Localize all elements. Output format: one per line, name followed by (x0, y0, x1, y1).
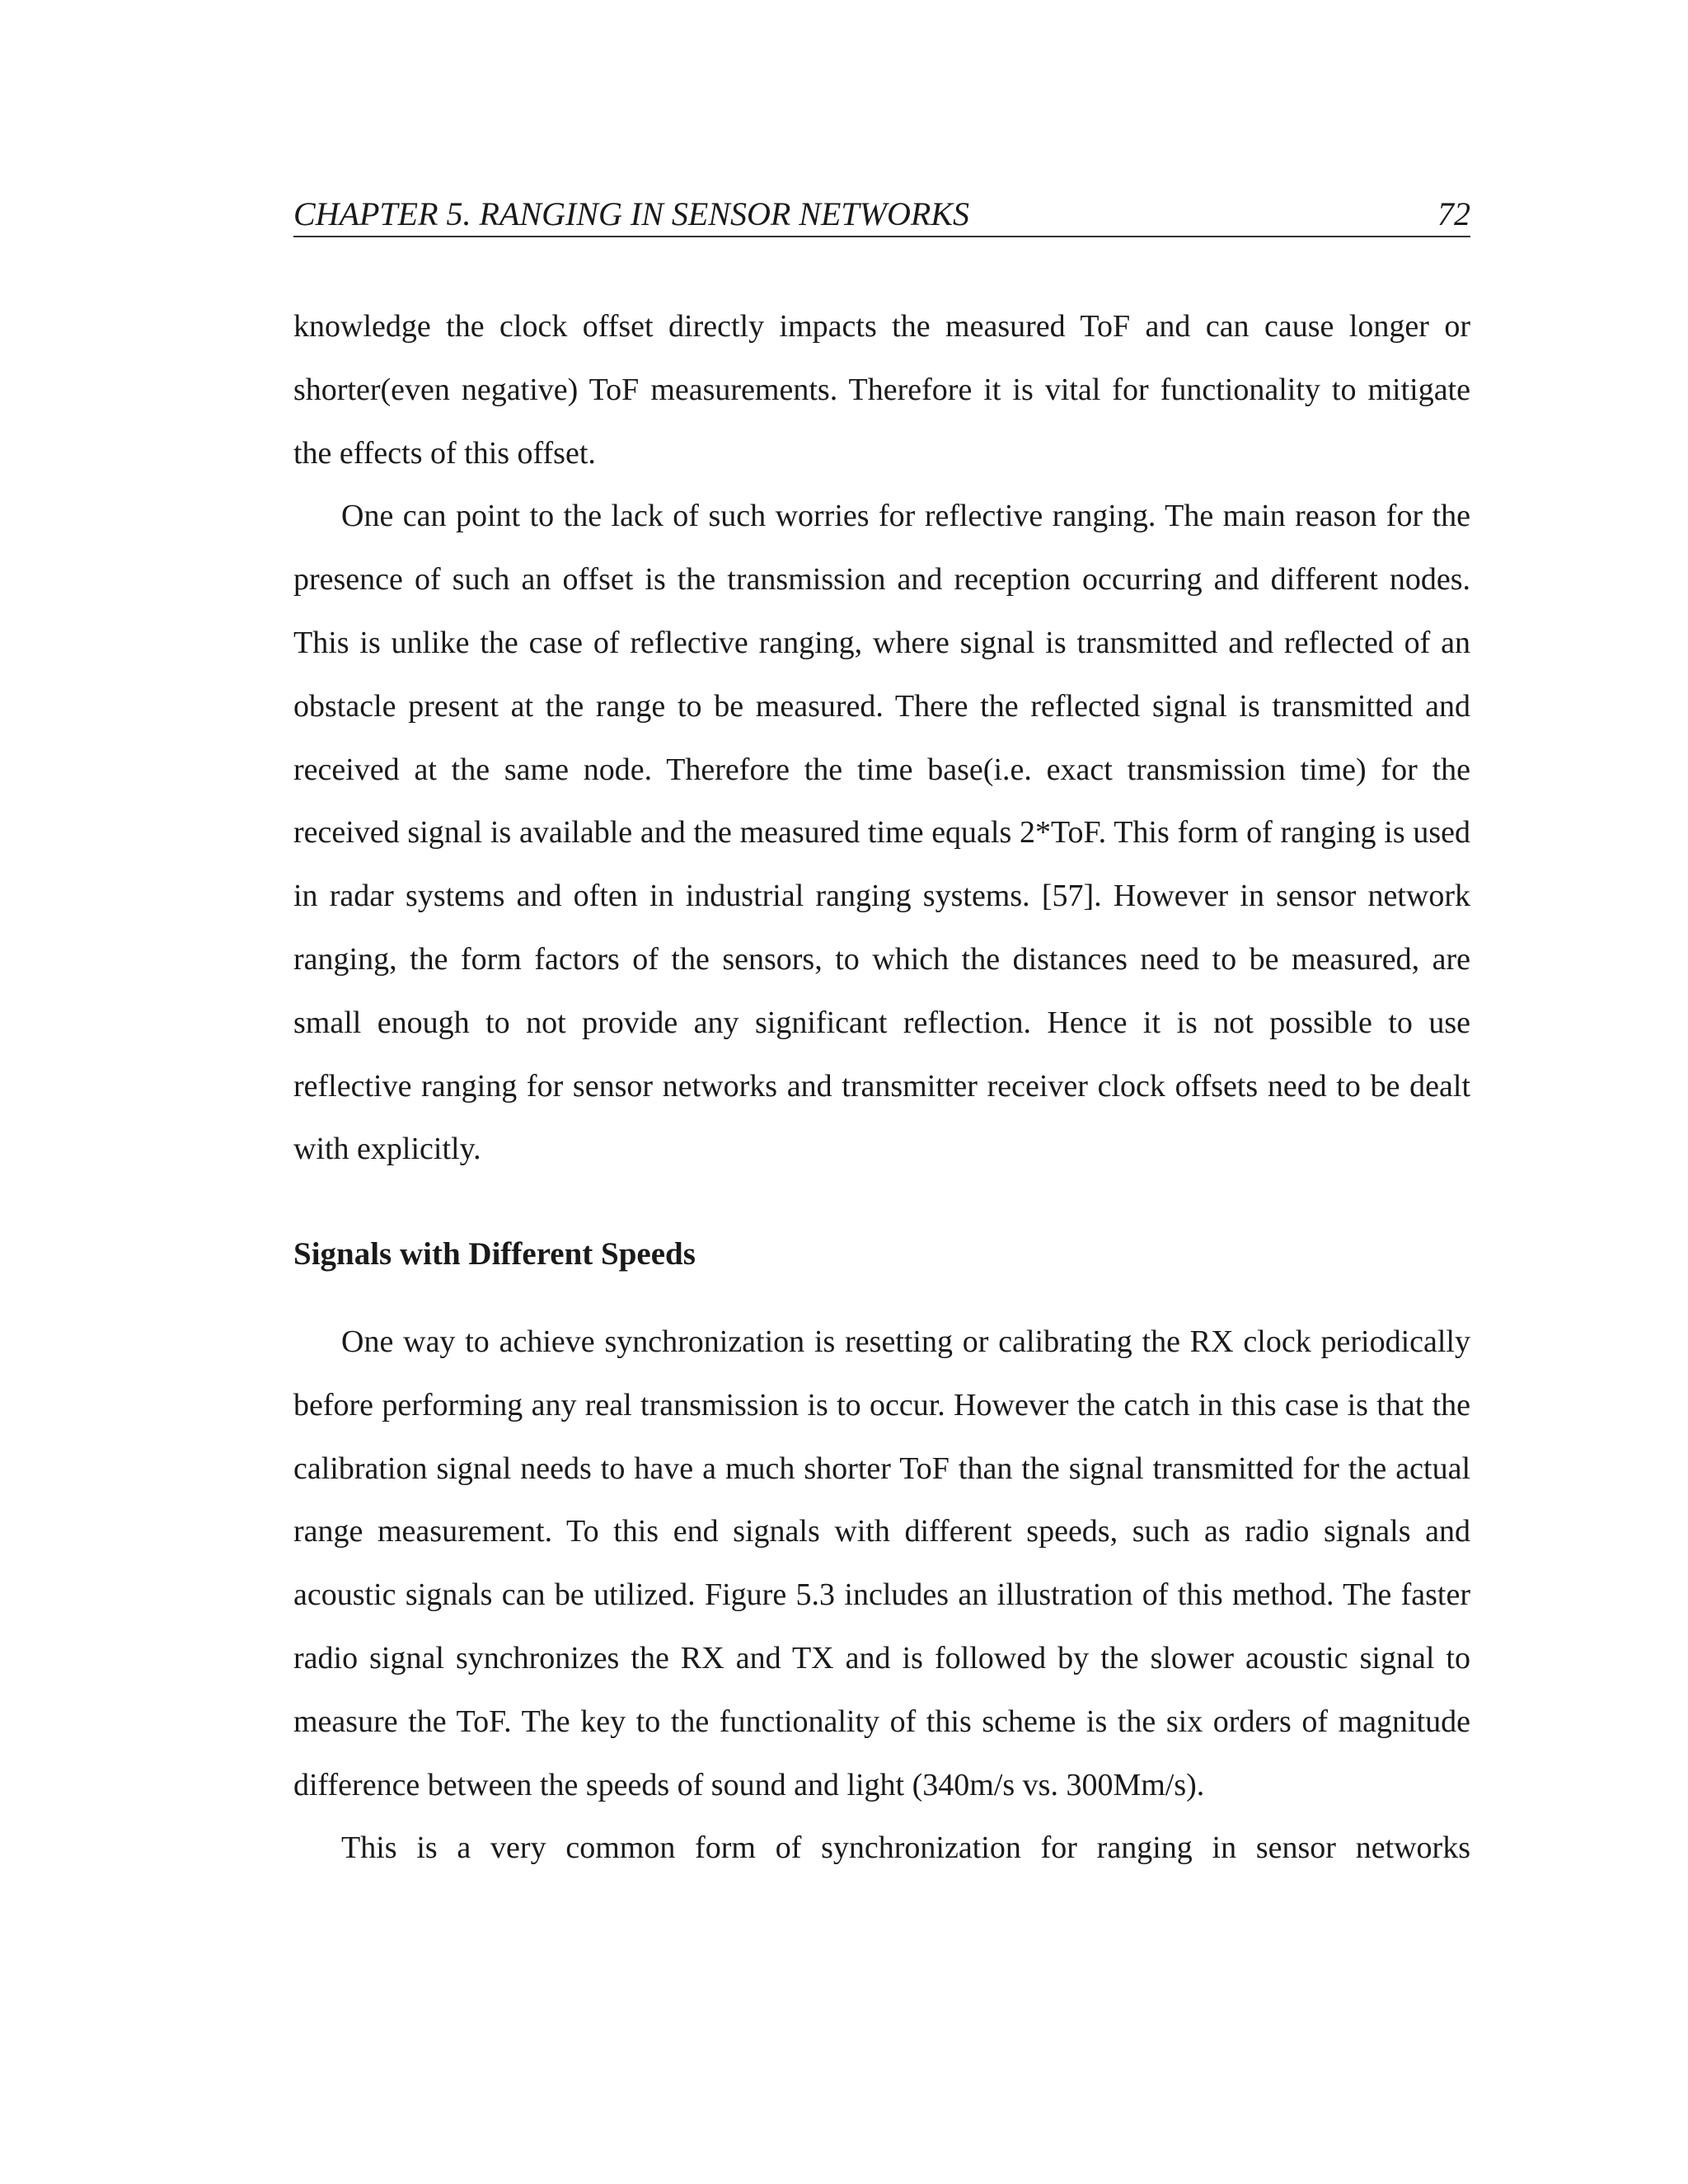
paragraph-continued: knowledge the clock offset directly impacts the measured ToF and can cause longer or shorter(even negative) ToF measurements. Therefore it is vital for functionality to mitigate the effects of this offset. (293, 309, 1470, 471)
chapter-title: CHAPTER 5. RANGING IN SENSOR NETWORKS (293, 195, 969, 232)
page-number: 72 (1437, 195, 1470, 232)
body-text-section (293, 1310, 1470, 1880)
paragraph-reflective-ranging: One can point to the lack of such worries for reflective ranging. The main reason for the presence of such an offset is the transmission and reception occurring and different nodes. This is unlike the case of reflective ranging, where signal is transmitted and reflected of an obstacle present at the range to be measured. There the reflected signal is transmitted and received at the same node. Therefore the time base(i.e. exact transmission time) for the received signal is available and the measured time equals 2*ToF. This form of ranging is used in radar systems and often in industrial ranging systems. [57]. However in sensor network ranging, the form factors of the sensors, to which the distances need to be measured, are small enough to not provide any significant reflection. Hence it is not possible to use reflective ranging for sensor networks and transmitter receiver clock offsets need to be dealt with explicitly. (293, 499, 1470, 1167)
document-page (293, 0, 1470, 2184)
section-heading: Signals with Different Speeds (293, 1236, 696, 1272)
body-text-top (293, 295, 1470, 1181)
running-header (293, 190, 1470, 237)
paragraph-common-form: This is a very common form of synchronization for ranging in sensor networks (341, 1830, 1470, 1866)
paragraph-synchronization: One way to achieve synchronization is resetting or calibrating the RX clock periodically before performing any real transmission is to occur. However the catch in this case is that the calibration signal needs to have a much shorter ToF than the signal transmitted for the actual range measurement. To this end signals with different speeds, such as radio signals and acoustic signals can be utilized. Figure 5.3 includes an illustration of this method. The faster radio signal synchronizes the RX and TX and is followed by the slower acoustic signal to measure the ToF. The key to the functionality of this scheme is the six orders of magnitude difference between the speeds of sound and light (340m/s vs. 300Mm/s). (293, 1324, 1470, 1802)
